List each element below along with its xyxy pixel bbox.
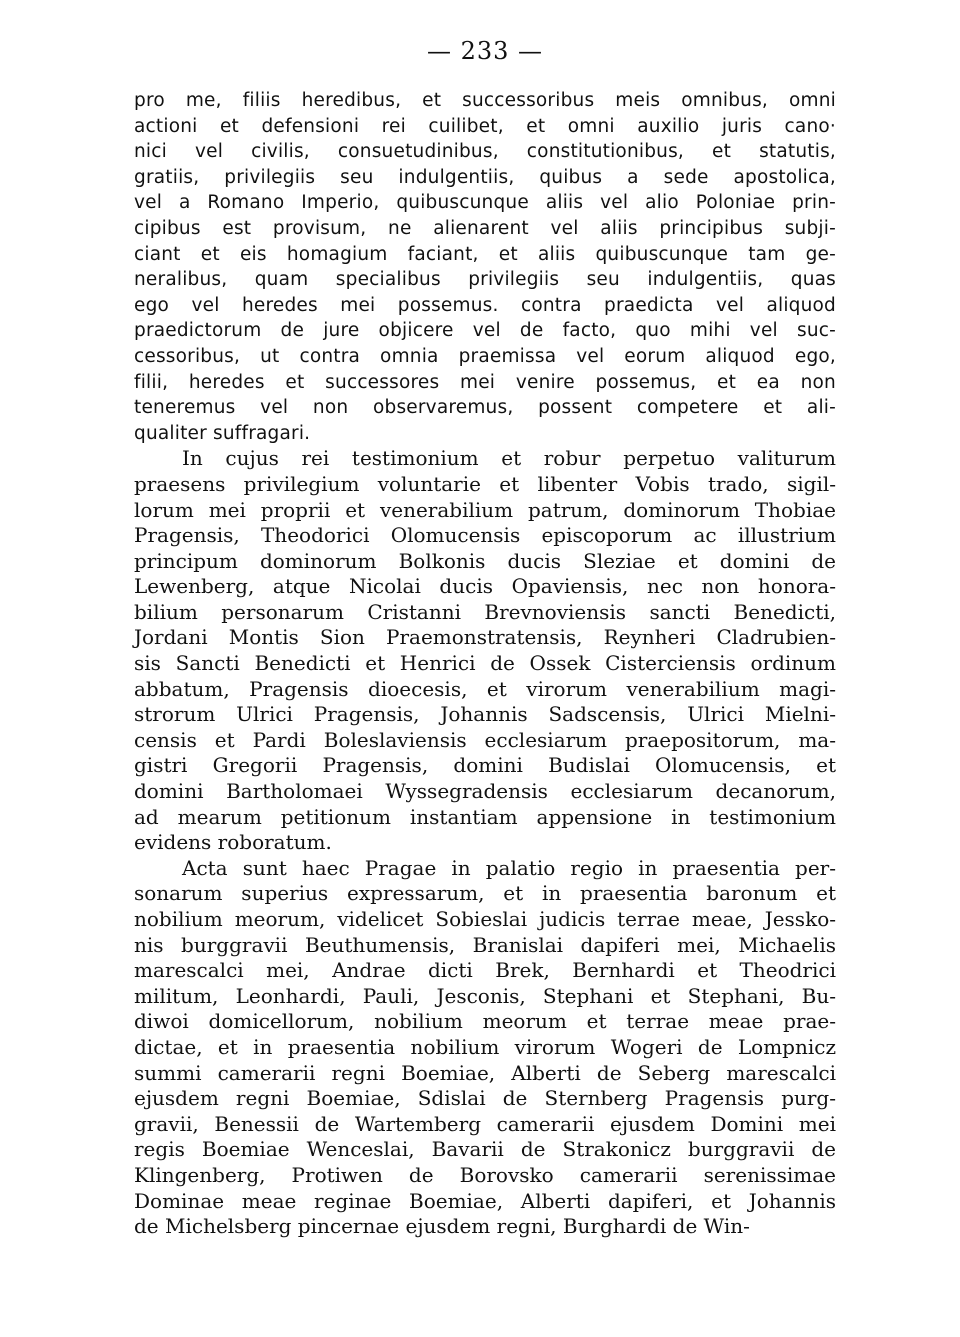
paragraph (134, 88, 836, 446)
text-line: Klingenberg, Protiwen de Borovsko camerarii serenissimae (134, 1162, 836, 1187)
paragraph (134, 446, 836, 856)
text-line: Lewenberg, atque Nicolai ducis Opaviensis, nec non honora- (134, 574, 836, 599)
text-line: nici vel civilis, consuetudinibus, constitutionibus, et statutis, (134, 141, 836, 163)
text-line: abbatum, Pragensis dioecesis, et virorum venerabilium magi- (134, 676, 836, 701)
text-line: evidens roboratum. (134, 830, 332, 855)
text-line: vel a Romano Imperio, quibuscunque aliis vel alio Poloniae prin- (134, 192, 836, 214)
text-line: cessoribus, ut contra omnia praemissa vel eorum aliquod ego, (134, 345, 836, 367)
text-line: pro me, filiis heredibus, et successoribus meis omnibus, omni (134, 90, 836, 111)
text-line: neralibus, quam specialibus privilegiis seu indulgentiis, quas (134, 269, 836, 291)
text-line: strorum Ulrici Pragensis, Johannis Sadscensis, Ulrici Mielni- (134, 702, 836, 727)
text-line: filii, heredes et successores mei venire possemus, et ea non (134, 371, 836, 393)
paragraph (134, 856, 836, 1240)
text-line: censis et Pardi Boleslaviensis ecclesiarum praepositorum, ma- (134, 727, 836, 752)
text-line: Jordani Montis Sion Praemonstratensis, Reynheri Cladrubien- (134, 625, 836, 650)
text-line: Acta sunt haec Pragae in palatio regio in praesentia per- (182, 855, 836, 880)
text-line: bilium personarum Cristanni Brevnoviensis sancti Benedicti, (134, 599, 836, 624)
text-line: domini Bartholomaei Wyssegradensis ecclesiarum decanorum, (134, 779, 836, 804)
text-line: militum, Leonhardi, Pauli, Jesconis, Stephani et Stephani, Bu- (134, 983, 836, 1008)
text-line: diwoi domicellorum, nobilium meorum et terrae meae prae- (134, 1009, 836, 1034)
text-line: marescalci mei, Andrae dicti Brek, Bernhardi et Theodrici (134, 958, 836, 983)
text-line: ciant et eis homagium faciant, et aliis quibuscunque tam ge- (134, 243, 836, 265)
document-page (134, 36, 836, 1240)
page-number: — 233 — (426, 37, 544, 65)
text-line: ego vel heredes mei possemus. contra praedicta vel aliquod (134, 294, 836, 316)
text-line: ad mearum petitionum instantiam appensione in testimonium (134, 804, 836, 829)
document-body (134, 88, 836, 1240)
text-line: sonarum superius expressarum, et in praesentia baronum et (134, 881, 836, 906)
text-line: gratiis, privilegiis seu indulgentiis, quibus a sede apostolica, (134, 166, 836, 188)
text-line: praesens privilegium voluntarie et libenter Vobis trado, sigil- (134, 471, 836, 496)
text-line: In cujus rei testimonium et robur perpetuo valiturum (182, 446, 836, 471)
text-line: sis Sancti Benedicti et Henrici de Ossek Cisterciensis ordinum (134, 651, 836, 676)
text-line: gravii, Benessii de Wartemberg camerarii ejusdem Domini mei (134, 1111, 836, 1136)
text-line: Dominae meae reginae Boemiae, Alberti dapiferi, et Johannis (134, 1188, 836, 1213)
text-line: gistri Gregorii Pragensis, domini Budislai Olomucensis, et (134, 753, 836, 778)
text-line: lorum mei proprii et venerabilium patrum, dominorum Thobiae (134, 497, 836, 522)
text-line: nis burggravii Beuthumensis, Branislai dapiferi mei, Michaelis (134, 932, 836, 957)
text-line: regis Boemiae Wenceslai, Bavarii de Strakonicz burggravii de (134, 1137, 836, 1162)
text-line: Pragensis, Theodorici Olomucensis episcoporum ac illustrium (134, 523, 836, 548)
text-line: teneremus vel non observaremus, possent competere et ali- (134, 397, 836, 419)
text-line: actioni et defensioni rei cuilibet, et omni auxilio juris cano· (134, 115, 836, 137)
text-line: praedictorum de jure objicere vel de facto, quo mihi vel suc- (134, 320, 836, 342)
text-line: summi camerarii regni Boemiae, Alberti de Seberg marescalci (134, 1060, 836, 1085)
text-line: nobilium meorum, videlicet Sobieslai judicis terrae meae, Jessko- (134, 907, 836, 931)
text-line: principum dominorum Bolkonis ducis Sleziae et domini de (134, 548, 836, 573)
text-line: ejusdem regni Boemiae, Sdislai de Sternberg Pragensis purg- (134, 1086, 836, 1111)
text-line: dictae, et in praesentia nobilium virorum Wogeri de Lompnicz (134, 1034, 836, 1059)
text-line: de Michelsberg pincernae ejusdem regni, Burghardi de Win- (134, 1214, 750, 1239)
text-line: qualiter suffragari. (134, 422, 311, 444)
text-line: cipibus est provisum, ne alienarent vel aliis principibus subji- (134, 217, 836, 239)
